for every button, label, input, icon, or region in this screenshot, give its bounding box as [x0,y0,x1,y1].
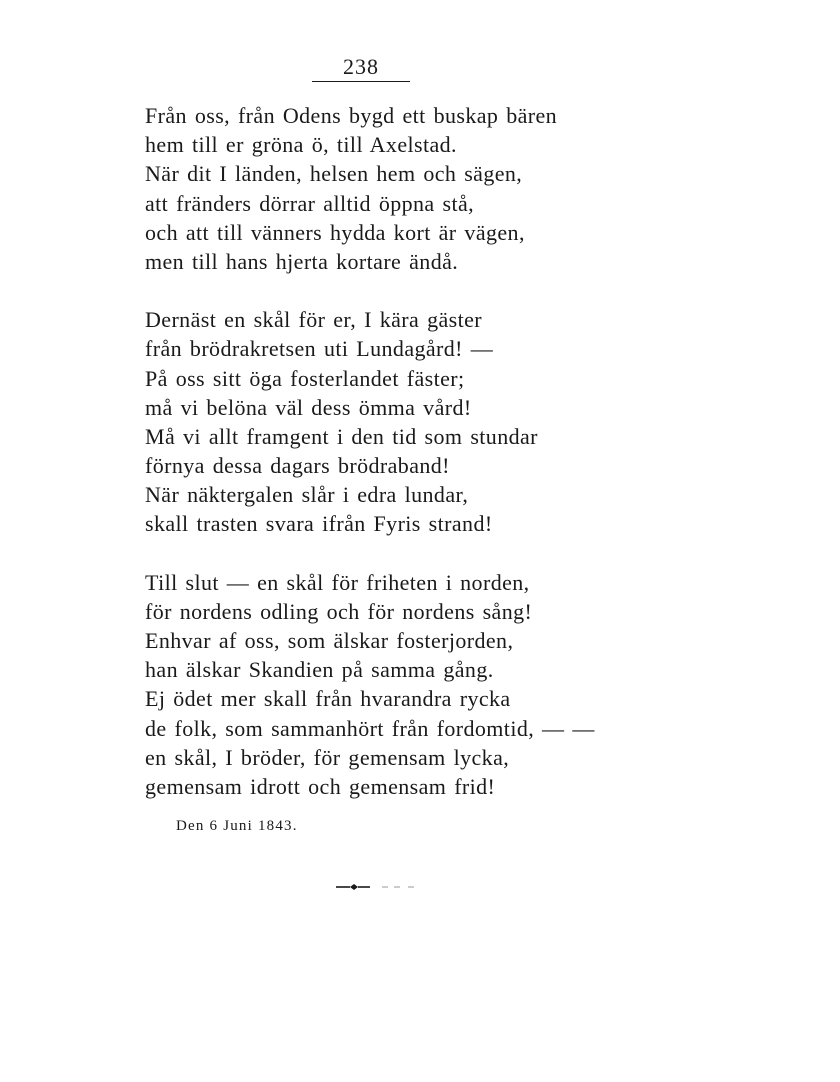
poem-line: från brödrakretsen uti Lundagård! — [145,336,494,362]
poem-line: På oss sitt öga fosterlandet fäster; [145,365,465,391]
dateline: Den 6 Juni 1843. [176,818,298,834]
poem-line: för nordens odling och för nordens sång! [145,598,533,624]
poem-line: och att till vänners hydda kort är vägen, [145,219,525,245]
diamond-rule-ornament-icon [336,880,420,894]
poem-line: må vi belöna väl dess ömma vård! [145,394,472,420]
poem-line: Från oss, från Odens bygd ett buskap bären [145,103,558,128]
poem-line: När näktergalen slår i edra lundar, [145,482,469,508]
stanza-3 [145,568,615,802]
poem-line: Må vi allt framgent i den tid som stundar [145,423,538,449]
stanza-1 [145,101,615,276]
poem-line: Till slut — en skål för friheten i norden, [145,569,530,595]
poem-line: förnya dessa dagars brödraband! [145,453,450,479]
page-number: 238 [343,54,379,79]
poem-line: Ej ödet mer skall från hvarandra rycka [145,686,511,712]
poem-line: men till hans hjerta kortare ändå. [145,248,459,274]
poem-line: Dernäst en skål för er, I kära gäster [145,307,482,333]
poem [145,101,615,830]
poem-line: hem till er gröna ö, till Axelstad. [145,132,457,158]
stanza-2 [145,305,615,539]
poem-line: de folk, som sammanhört från fordomtid, — — [145,715,595,741]
poem-line: Enhvar af oss, som älskar fosterjorden, [145,628,514,653]
poem-line: han älskar Skandien på samma gång. [145,657,494,683]
poem-line: skall trasten svara ifrån Fyris strand! [145,511,493,537]
poem-line: gemensam idrott och gemensam frid! [145,773,496,799]
poem-line: en skål, I bröder, för gemensam lycka, [145,744,510,770]
page-number-rule [312,81,410,82]
poem-line: När dit I länden, helsen hem och sägen, [145,161,523,187]
poem-line: att fränders dörrar alltid öppna stå, [145,190,475,216]
